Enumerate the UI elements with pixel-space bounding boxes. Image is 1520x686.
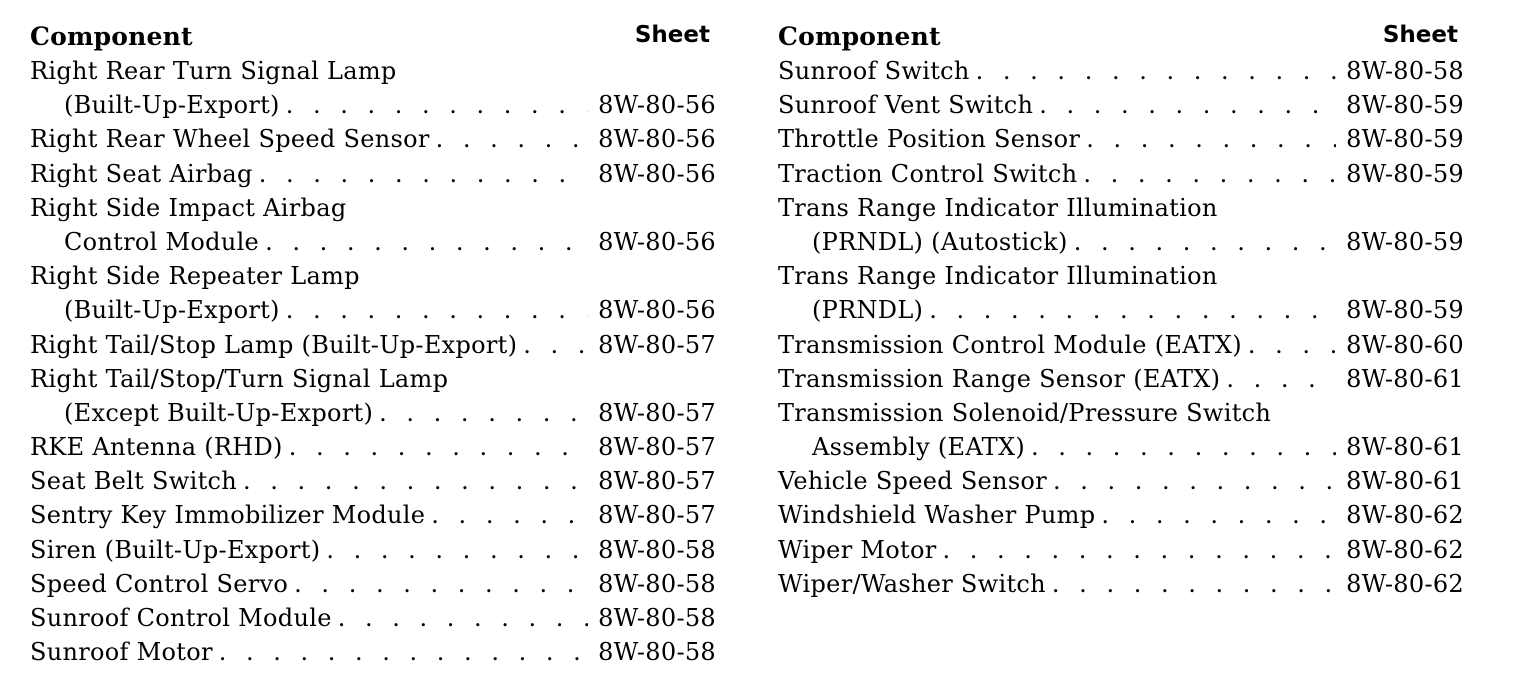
component-entry	[30, 567, 716, 601]
component-entry	[778, 328, 1464, 362]
component-entry	[30, 191, 716, 259]
entry-line	[778, 498, 1464, 532]
dot-leader	[1031, 430, 1336, 464]
entry-line	[778, 157, 1464, 191]
sheet-number: 8W-80-59	[1346, 296, 1464, 325]
entry-line	[30, 430, 716, 464]
sheet-number: 8W-80-56	[598, 296, 716, 325]
dot-leader	[289, 430, 588, 464]
component-name: Sunroof Switch	[778, 57, 970, 85]
sheet-number: 8W-80-58	[598, 569, 716, 598]
component-entry	[30, 464, 716, 498]
component-name: Right Rear Turn Signal Lamp	[30, 57, 397, 85]
component-name: Wiper Motor	[778, 535, 937, 564]
component-name: Assembly (EATX)	[812, 433, 1026, 462]
dot-leader	[1052, 567, 1336, 601]
dot-leader	[338, 601, 588, 635]
component-name: Sentry Key Immobilizer Module	[30, 501, 426, 530]
dot-leader	[1226, 362, 1336, 396]
component-entry	[30, 635, 716, 669]
component-header: Component	[30, 22, 193, 51]
sheet-number: 8W-80-57	[598, 467, 716, 496]
component-name: Wiper/Washer Switch	[778, 569, 1046, 598]
component-name: Vehicle Speed Sensor	[778, 467, 1047, 496]
entry-line	[778, 328, 1464, 362]
component-name: Windshield Washer Pump	[778, 501, 1096, 530]
sheet-number: 8W-80-58	[598, 535, 716, 564]
entry-line	[30, 498, 716, 532]
entry-line	[30, 191, 716, 225]
sheet-number: 8W-80-61	[1346, 433, 1464, 462]
component-entry	[778, 54, 1464, 88]
sheet-number: 8W-80-61	[1346, 364, 1464, 393]
entry-line	[778, 54, 1464, 88]
entry-line	[30, 259, 716, 293]
sheet-number: 8W-80-57	[598, 501, 716, 530]
dot-leader	[976, 54, 1336, 88]
sheet-number: 8W-80-59	[1346, 159, 1464, 188]
component-name: Control Module	[64, 227, 260, 256]
component-name: (Built-Up-Export)	[64, 296, 280, 325]
sheet-number: 8W-80-62	[1346, 535, 1464, 564]
sheet-number: 8W-80-59	[1346, 227, 1464, 256]
column-header	[30, 20, 716, 54]
component-list	[778, 54, 1464, 601]
component-name: Right Seat Airbag	[30, 159, 253, 188]
component-name: Sunroof Motor	[30, 638, 213, 667]
component-entry	[778, 533, 1464, 567]
sheet-number: 8W-80-57	[598, 398, 716, 427]
entry-line	[30, 635, 716, 669]
component-name: (PRNDL) (Autostick)	[812, 227, 1068, 256]
entry-line	[778, 567, 1464, 601]
component-name: Trans Range Indicator Illumination	[778, 262, 1218, 291]
dot-leader	[243, 464, 588, 498]
dot-leader	[431, 498, 588, 532]
entry-line	[778, 430, 1464, 464]
dot-leader	[259, 157, 588, 191]
dot-leader	[379, 396, 588, 430]
entry-line	[778, 191, 1464, 225]
entry-line	[30, 88, 716, 122]
dot-leader	[1053, 464, 1336, 498]
entry-line	[778, 122, 1464, 156]
dot-leader	[436, 122, 588, 156]
component-entry	[778, 122, 1464, 156]
dot-leader	[1086, 122, 1336, 156]
sheet-number: 8W-80-56	[598, 227, 716, 256]
entry-line	[30, 54, 716, 88]
entry-line	[778, 396, 1464, 430]
right-column	[778, 20, 1464, 601]
entry-line	[778, 293, 1464, 327]
component-name: Transmission Solenoid/Pressure Switch	[778, 398, 1272, 427]
entry-line	[30, 293, 716, 327]
column-header	[778, 20, 1464, 54]
component-entry	[778, 259, 1464, 327]
component-name: Seat Belt Switch	[30, 467, 238, 496]
component-entry	[778, 191, 1464, 259]
sheet-number: 8W-80-62	[1346, 501, 1464, 530]
dot-leader	[286, 88, 588, 122]
entry-line	[30, 362, 716, 396]
component-name: (Built-Up-Export)	[64, 91, 280, 120]
dot-leader	[1083, 157, 1336, 191]
component-name: Traction Control Switch	[778, 159, 1078, 188]
dot-leader	[1039, 88, 1336, 122]
entry-line	[30, 567, 716, 601]
component-name: Right Rear Wheel Speed Sensor	[30, 125, 430, 154]
component-entry	[778, 567, 1464, 601]
sheet-number: 8W-80-57	[598, 433, 716, 462]
entry-line	[30, 122, 716, 156]
component-name: Right Tail/Stop/Turn Signal Lamp	[30, 364, 449, 393]
component-entry	[778, 362, 1464, 396]
entry-line	[778, 362, 1464, 396]
component-name: Throttle Position Sensor	[778, 125, 1081, 154]
entry-line	[30, 157, 716, 191]
sheet-number: 8W-80-60	[1346, 330, 1464, 359]
dot-leader	[294, 567, 588, 601]
sheet-header: Sheet	[1382, 22, 1458, 48]
component-name: Trans Range Indicator Illumination	[778, 193, 1218, 222]
entry-line	[30, 396, 716, 430]
entry-line	[778, 88, 1464, 122]
entry-line	[778, 464, 1464, 498]
component-entry	[30, 601, 716, 635]
sheet-number: 8W-80-56	[598, 91, 716, 120]
component-name: RKE Antenna (RHD)	[30, 433, 283, 462]
component-name: Siren (Built-Up-Export)	[30, 535, 321, 564]
component-name: (Except Built-Up-Export)	[64, 398, 374, 427]
component-name: Sunroof Vent Switch	[778, 91, 1034, 120]
component-entry	[778, 396, 1464, 464]
left-column	[30, 20, 716, 669]
sheet-number: 8W-80-62	[1346, 569, 1464, 598]
sheet-number: 8W-80-58	[598, 604, 716, 632]
entry-line	[30, 464, 716, 498]
entry-line	[30, 533, 716, 567]
component-entry	[30, 122, 716, 156]
component-entry	[30, 328, 716, 362]
component-entry	[30, 54, 716, 122]
component-name: Speed Control Servo	[30, 569, 289, 598]
component-entry	[778, 498, 1464, 532]
entry-line	[778, 259, 1464, 293]
component-entry	[30, 157, 716, 191]
sheet-number: 8W-80-61	[1346, 467, 1464, 496]
entry-line	[778, 533, 1464, 567]
dot-leader	[942, 533, 1336, 567]
component-name: (PRNDL)	[812, 296, 924, 325]
component-entry	[30, 533, 716, 567]
dot-leader	[1074, 225, 1336, 259]
entry-line	[30, 328, 716, 362]
component-entry	[30, 498, 716, 532]
sheet-header: Sheet	[634, 22, 710, 48]
sheet-number: 8W-80-58	[598, 638, 716, 667]
component-name: Transmission Control Module (EATX)	[778, 330, 1242, 359]
component-entry	[30, 362, 716, 430]
entry-line	[30, 225, 716, 259]
sheet-number: 8W-80-58	[1346, 57, 1464, 85]
sheet-number: 8W-80-57	[598, 330, 716, 359]
sheet-number: 8W-80-56	[598, 125, 716, 154]
component-entry	[778, 88, 1464, 122]
dot-leader	[219, 635, 588, 669]
component-name: Right Side Impact Airbag	[30, 193, 347, 222]
component-entry	[30, 259, 716, 327]
dot-leader	[286, 293, 588, 327]
dot-leader	[265, 225, 588, 259]
component-name: Right Side Repeater Lamp	[30, 262, 360, 291]
dot-leader	[326, 533, 588, 567]
entry-line	[778, 225, 1464, 259]
component-entry	[778, 464, 1464, 498]
component-name: Sunroof Control Module	[30, 604, 332, 632]
component-entry	[30, 430, 716, 464]
sheet-number: 8W-80-59	[1346, 125, 1464, 154]
component-list	[30, 54, 716, 669]
sheet-number: 8W-80-59	[1346, 91, 1464, 120]
component-entry	[778, 157, 1464, 191]
sheet-number: 8W-80-56	[598, 159, 716, 188]
dot-leader	[523, 328, 588, 362]
entry-line	[30, 601, 716, 635]
dot-leader	[1248, 328, 1336, 362]
dot-leader	[1101, 498, 1336, 532]
component-name: Transmission Range Sensor (EATX)	[778, 364, 1221, 393]
dot-leader	[929, 293, 1336, 327]
component-header: Component	[778, 22, 941, 51]
component-name: Right Tail/Stop Lamp (Built-Up-Export)	[30, 330, 518, 359]
